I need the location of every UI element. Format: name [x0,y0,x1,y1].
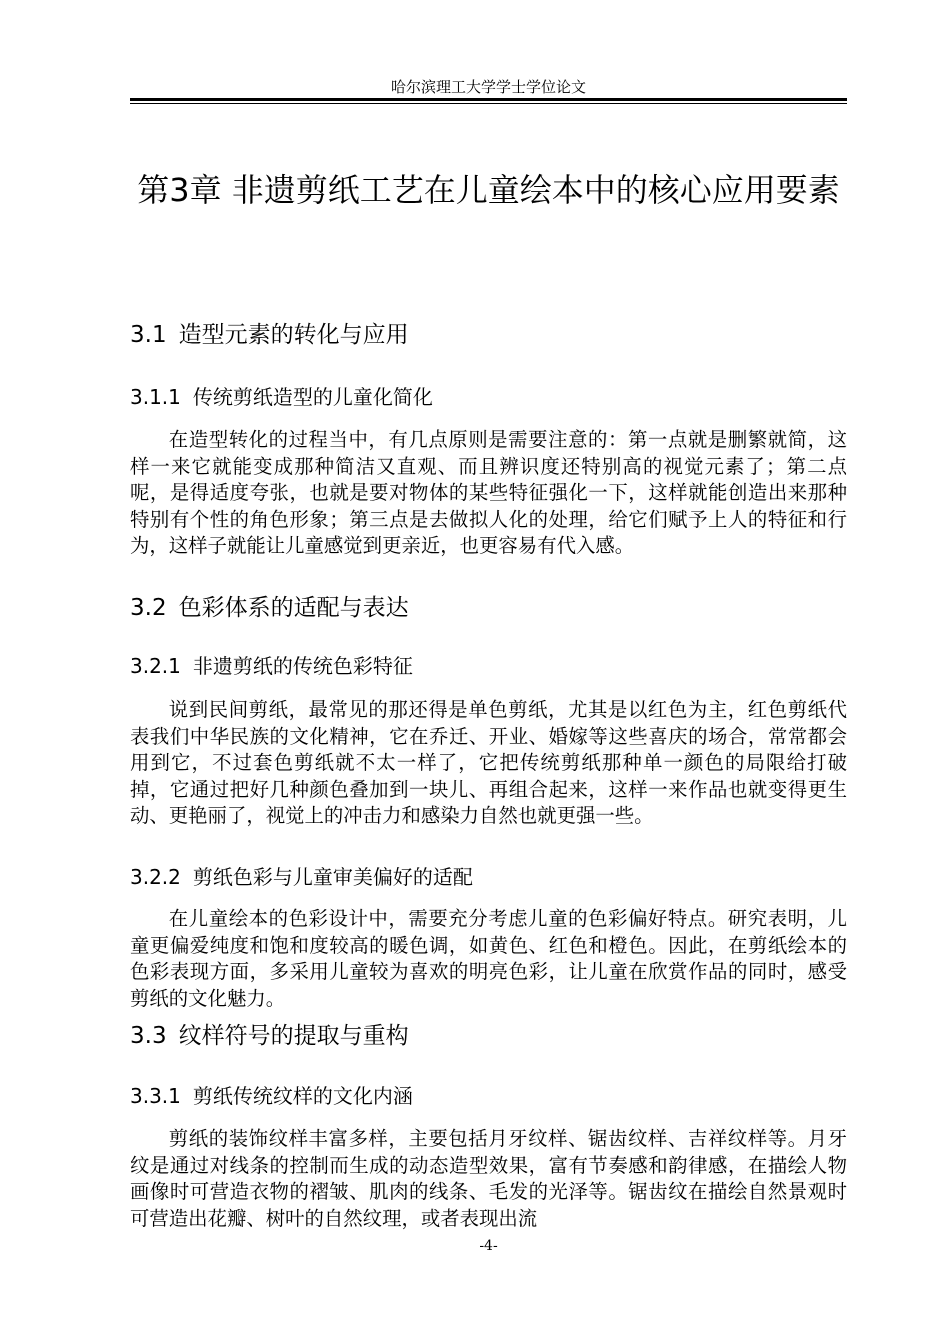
subsection-heading-3-1-1 [130,383,847,411]
paragraph-3-1-1: 在造型转化的过程当中，有几点原则是需要注意的：第一点就是删繁就简，这样一来它就能变成那种简洁又直观、而且辨识度还特别高的视觉元素了；第二点呢，是得适度夸张，也就是要对物体的某些特征强化一下，这样就能创造出来那种特别有个性的角色形象；第三点是去做拟人化的处理，给它们赋予上人的特征和行为，这样子就能让儿童感觉到更亲近，也更容易有代入感。 [130,428,847,557]
section-title: 色彩体系的适配与表达 [178,595,409,621]
subsection-number: 3.2.1 [130,654,181,678]
subsection-title: 剪纸色彩与儿童审美偏好的适配 [192,865,473,889]
section-heading-3-2 [130,593,847,623]
paragraph-3-3-1: 剪纸的装饰纹样丰富多样，主要包括月牙纹样、锯齿纹样、吉祥纹样等。月牙纹是通过对线条的控制而生成的动态造型效果，富有节奏感和韵律感，在描绘人物画像时可营造衣物的褶皱、肌肉的线条、毛发的光泽等。锯齿纹在描绘自然景观时可营造出花瓣、树叶的自然纹理，或者表现出流 [130,1127,847,1230]
paragraph-3-2-2: 在儿童绘本的色彩设计中，需要充分考虑儿童的色彩偏好特点。研究表明，儿童更偏爱纯度和饱和度较高的暖色调，如黄色、红色和橙色。因此，在剪纸绘本的色彩表现方面，多采用儿童较为喜欢的明亮色彩，让儿童在欣赏作品的同时，感受剪纸的文化魅力。 [130,907,847,1010]
section-number: 3.2 [130,595,167,621]
subsection-heading-3-3-1 [130,1082,847,1110]
section-title: 纹样符号的提取与重构 [178,1023,409,1049]
subsection-heading-3-2-2 [130,863,847,891]
header-rule-thin [130,103,847,104]
running-header: 哈尔滨理工大学学士学位论文 [390,78,586,96]
section-heading-3-1 [130,320,847,350]
subsection-title: 非遗剪纸的传统色彩特征 [192,654,413,678]
chapter-title: 第3章 非遗剪纸工艺在儿童绘本中的核心应用要素 [137,171,840,209]
section-number: 3.3 [130,1023,167,1049]
subsection-heading-3-2-1 [130,652,847,680]
subsection-title: 传统剪纸造型的儿童化简化 [192,385,433,409]
subsection-number: 3.2.2 [130,865,181,889]
header-rule-thick [130,98,847,101]
subsection-number: 3.1.1 [130,385,181,409]
paragraph-3-2-1: 说到民间剪纸，最常见的那还得是单色剪纸，尤其是以红色为主，红色剪纸代表我们中华民族的文化精神，它在乔迁、开业、婚嫁等这些喜庆的场合，常常都会用到它，不过套色剪纸就不太一样了，它把传统剪纸那种单一颜色的局限给打破掉，它通过把好几种颜色叠加到一块儿、再组合起来，这样一来作品也就变得更生动、更艳丽了，视觉上的冲击力和感染力自然也就更强一些。 [130,698,847,827]
subsection-title: 剪纸传统纹样的文化内涵 [192,1084,413,1108]
section-heading-3-3 [130,1021,847,1051]
section-title: 造型元素的转化与应用 [178,322,409,348]
page-number: -4- [479,1238,498,1254]
section-number: 3.1 [130,322,167,348]
subsection-number: 3.3.1 [130,1084,181,1108]
